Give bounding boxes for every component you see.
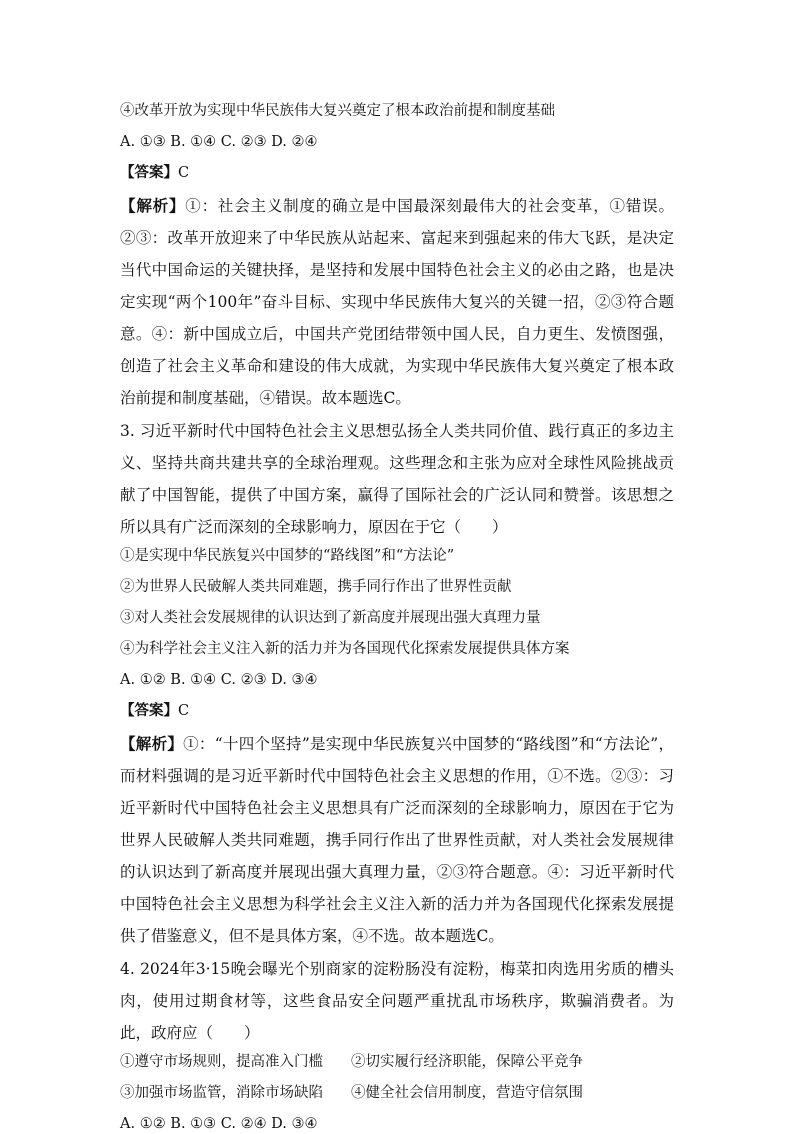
- question-3-stem: 3. 习近平新时代中国特色社会主义思想弘扬全人类共同价值、践行真正的多边主义、坚持共商共建共享的全球治理观。这些理念和主张为应对全球性风险挑战贡献了中国智能，提供了中国方案，赢得了国际社会的广泛认同和赞誉。该思想之所以具有广泛而深刻的全球影响力，原因在于它（ ）: [120, 422, 674, 536]
- option-left: ③加强市场监管，消除市场缺陷: [120, 1085, 323, 1101]
- option-statement: ④为科学社会主义注入新的活力并为各国现代化探索发展提供具体方案: [120, 641, 570, 657]
- analysis-text: ①：社会主义制度的确立是中国最深刻最伟大的社会变革，①错误。②③：改革开放迎来了中华民族从站起来、富起来到强起来的伟大飞跃，是决定当代中国命运的关键抉择，是坚持和发展中国特色社会主义的必由之路，也是决定实现“两个100年”奋斗目标、实现中华民族伟大复兴的关键一招，②③符合题意。④：新中国成立后，中国共产党团结带领中国人民，自力更生、发愤图强，创造了社会主义革命和建设的伟大成就，为实现中华民族伟大复兴奠定了根本政治前提和制度基础，④错误。故本题选C。: [120, 197, 674, 407]
- option-right: ②切实履行经济职能，保障公平竞争: [351, 1054, 583, 1070]
- analysis-label: 【解析】: [120, 734, 184, 753]
- option-pair: [120, 1052, 674, 1072]
- analysis-paragraph: [120, 728, 674, 952]
- answer-line: [120, 701, 674, 721]
- option-right: ④健全社会信用制度，营造守信氛围: [351, 1085, 583, 1101]
- option-pair: [120, 1083, 674, 1103]
- option-left: ①遵守市场规则，提高准入门槛: [120, 1054, 323, 1070]
- answer-value: C: [178, 703, 190, 719]
- analysis-paragraph: [120, 190, 674, 414]
- option-statement: ④改革开放为实现中华民族伟大复兴奠定了根本政治前提和制度基础: [120, 103, 555, 119]
- option-statement: ②为世界人民破解人类共同难题，携手同行作出了世界性贡献: [120, 579, 512, 595]
- answer-label: 【答案】: [120, 164, 178, 181]
- question-4-stem: 4. 2024年3·15晚会曝光个别商家的淀粉肠没有淀粉，梅菜扣肉选用劣质的槽头肉，使用过期食材等，这些食品安全问题严重扰乱市场秩序，欺骗消费者。为此，政府应（ ）: [120, 960, 674, 1042]
- answer-choices: A. ①③ B. ①④ C. ②③ D. ②④: [120, 134, 318, 150]
- analysis-label: 【解析】: [120, 196, 186, 215]
- answer-value: C: [178, 165, 190, 181]
- answer-line: [120, 163, 674, 183]
- analysis-text: ①：“十四个坚持”是实现中华民族复兴中国梦的“路线图”和“方法论”，而材料强调的是习近平新时代中国特色社会主义思想的作用，①不选。②③：习近平新时代中国特色社会主义思想具有广泛而深刻的全球影响力，原因在于它为世界人民破解人类共同难题，携手同行作出了世界性贡献，对人类社会发展规律的认识达到了新高度并展现出强大真理力量，②③符合题意。④：习近平新时代中国特色社会主义思想为科学社会主义注入新的活力并为各国现代化探索发展提供了借鉴意义，但不是具体方案，④不选。故本题选C。: [120, 735, 674, 945]
- option-statement: ③对人类社会发展规律的认识达到了新高度并展现出强大真理力量: [120, 610, 541, 626]
- answer-label: 【答案】: [120, 702, 178, 719]
- option-statement: ①是实现中华民族复兴中国梦的“路线图”和“方法论”: [120, 548, 455, 564]
- answer-choices: A. ①② B. ①③ C. ②④ D. ③④: [120, 1116, 318, 1132]
- answer-choices: A. ①② B. ①④ C. ②③ D. ③④: [120, 672, 318, 688]
